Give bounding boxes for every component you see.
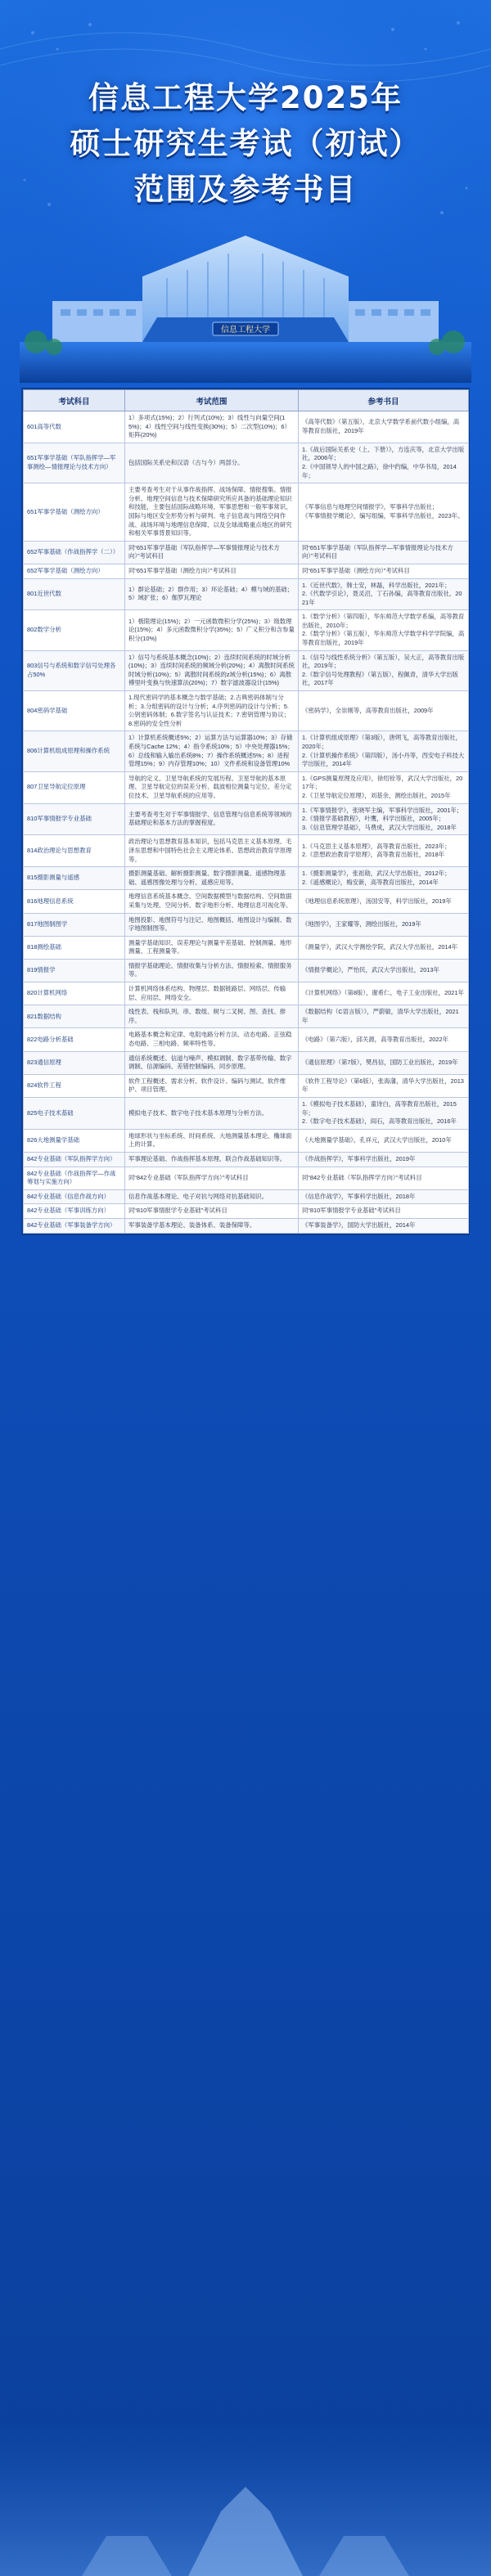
exam-scope-table [21,388,470,1235]
cell-scope: 1）多项式(15%)；2）行列式(10%)；3）线性与向量空间(15%)；4）线性空间与线性变换(30%)；5）二次型(10%)；6）矩阵(20%) [125,411,299,443]
cell-scope: 地理信息系统基本概念、空间数据模型与数据结构、空间数据采集与处理、空间分析、数字地形分析、地理信息可视化等。 [125,890,299,913]
footer-building-decoration [0,2421,491,2576]
title-line-1: 信息工程大学2025年 [88,80,403,115]
cell-subject: 652军事基础（作战指挥学（二）） [24,541,125,564]
cell-scope: 1）极限理论(15%)；2）一元函数微积分学(25%)；3）级数理论(15%)；4）多元函数微积分学(35%)；5）广义积分和含参量积分(10%) [125,610,299,650]
cell-subject: 842专业基础（信息作战方向） [24,1189,125,1204]
cell-subject: 803信号与系统和数字信号处理各占50% [24,650,125,690]
cell-subject: 842专业基础（军事训练方向） [24,1204,125,1219]
cell-books: 《作战指挥学》，军事科学出版社，2019年 [299,1152,469,1167]
cell-books: 1.《GPS测量原理及应用》，徐绍铨等，武汉大学出版社，2017年； 2.《卫星导航定位原理》，刘基余，测绘出版社，2015年 [299,771,469,803]
cell-books: 1.《军事情报学》，张晓军主编，军事科学出版社，2001年； 2.《情报学基础教程》，叶鹰，科学出版社，2005年； 3.《信息管理学基础》，马费成，武汉大学出版社，2018年 [299,803,469,835]
table-row [24,913,469,936]
cell-scope: 主要考查考生对于从事作战指挥、战场保障、情报搜集、情报分析、地理空间信息与技术保障研究所应具备的基础理论知识和技能，主要包括国际战略环境、军事思想和一般军事常识、国际与地区安全形势分析与研判、电子信息战与网络空间作战、战场环境与地理信息保障、以及全球战略重点地区的研究和相关军事背景知识等。 [125,483,299,542]
cell-books: 1.《计算机组成原理》（第3版），唐朔飞，高等教育出版社，2020年； 2.《计算机操作系统》（第四版），汤小丹等，西安电子科技大学出版社，2014年 [299,731,469,771]
column-header-books: 参考书目 [299,390,469,411]
table-header-row [24,390,469,411]
cell-books: 《军事信息与地理空间情报学》，军事科学出版社； 《军事情报学概论》，编写组编，军事科学出版社，2023年。 [299,483,469,542]
table-row [24,1098,469,1130]
cell-subject: 816地理信息系统 [24,890,125,913]
cell-scope: 政治理论与思想教育基本知识，包括马克思主义基本原理、毛泽东思想和中国特色社会主义理论体系、思想政治教育学原理等。 [125,835,299,867]
cell-subject: 818测绘基础 [24,936,125,959]
cell-books: 《密码学》，全崇刚等，高等教育出版社，2009年 [299,691,469,731]
table-row [24,803,469,835]
table-row [24,578,469,610]
table-row [24,731,469,771]
cell-scope: 军事理论基础、作战指挥基本原理、联合作战基础知识等。 [125,1152,299,1167]
cell-books: 同“842专业基础（军队指挥学方向）”考试科目 [299,1167,469,1189]
cell-scope: 1）计算机系统概述5%；2）运算方法与运算器10%；3）存储系统与Cache 12%；4）指令系统10%；5）中央处理器15%；6）总线和输入输出系统8%；7）操作系统概述5%；8）进程管理15%；9）内存管理10%；10）文件系统和设备管理10% [125,731,299,771]
table-row [24,1218,469,1233]
cell-scope: 软件工程概述、需求分析、软件设计、编码与测试、软件维护、项目管理。 [125,1074,299,1097]
cell-books: 《地图学》，王家耀等，测绘出版社，2019年 [299,913,469,936]
table-row [24,936,469,959]
cell-subject: 651军事学基础（军队指挥学—军事测绘—情报理论与技术方向） [24,443,125,483]
page-title [0,75,491,213]
table-row [24,1204,469,1219]
table-row [24,1167,469,1189]
cell-books: 1.《战后国际关系史（上、下册）》，方连庆等，北京大学出版社，2006年； 2.《中国领导人的中国之路》，徐中约编，中华书局，2014年； [299,443,469,483]
cell-subject: 826大地测量学基础 [24,1129,125,1152]
table-row [24,691,469,731]
cell-scope: 地图投影、地图符号与注记、地图概括、地图设计与编制、数字地图制图等。 [125,913,299,936]
cell-subject: 810军事情报学专业基础 [24,803,125,835]
cell-subject: 820计算机网络 [24,982,125,1005]
table-row [24,867,469,890]
table-row [24,411,469,443]
cell-scope: 军事装备学基本理论、装备体系、装备保障等。 [125,1218,299,1233]
cell-books: 1.《数学分析》（第四版），华东师范大学数学系编，高等教育出版社，2010年； 2.《数学分析》（第五版），华东师范大学数学科学学院编，高等教育出版社，2019年 [299,610,469,650]
table-row [24,541,469,564]
cell-scope: 包括国际关系史和汉语（古与今）两部分。 [125,443,299,483]
table-row [24,1129,469,1152]
cell-books: 《计算机网络》（第8版），谢希仁，电子工业出版社，2021年 [299,982,469,1005]
cell-scope: 1.现代密码学的基本概念与数学基础；2.古典密码体制与分析；3.分组密码的设计与分析；4.序列密码的设计与分析；5.公钥密码体制；6.数字签名与认证技术；7.密钥管理与协议；8.密码的安全性分析 [125,691,299,731]
cell-scope: 计算机网络体系结构、物理层、数据链路层、网络层、传输层、应用层、网络安全。 [125,982,299,1005]
cell-books: 《数据结构（C语言版）》，严蔚敏，清华大学出版社，2021年 [299,1005,469,1028]
title-line-2: 硕士研究生考试（初试） [70,126,421,161]
cell-subject: 651军事学基础（测绘方向） [24,483,125,542]
cell-scope: 1）信号与系统基本概念(10%)；2）连续时间系统的时域分析(10%)；3）连续时间系统的频域分析(20%)；4）离散时间系统时域分析(10%)；5）离散时间系统的z域分析(15%)；6）离散傅里叶变换与快速算法(20%)；7）数字滤波器设计(15%) [125,650,299,690]
cell-scope: 同“651军事学基础（军队指挥学—军事情报理论与技术方向）”考试科目 [125,541,299,564]
cell-scope: 同“651军事学基础（测绘方向）”考试科目 [125,564,299,578]
cell-subject: 842专业基础（作战指挥学—作战筹划与实施方向） [24,1167,125,1189]
cell-subject: 807卫星导航定位原理 [24,771,125,803]
cell-scope: 摄影测量基础、解析摄影测量、数字摄影测量、遥感物理基础、遥感图像处理与分析、遥感应用等。 [125,867,299,890]
cell-books: 1.《模拟电子技术基础》，童诗白，高等教育出版社，2015年； 2.《数字电子技术基础》，阎石，高等教育出版社，2016年 [299,1098,469,1130]
cell-subject: 842专业基础（军队指挥学方向） [24,1152,125,1167]
cell-scope: 电路基本概念和定律、电阻电路分析方法、动态电路、正弦稳态电路、三相电路、频率特性等。 [125,1028,299,1051]
cell-subject: 817地图制图学 [24,913,125,936]
cell-subject: 802数学分析 [24,610,125,650]
cell-subject: 601高等代数 [24,411,125,443]
cell-books: 《软件工程导论》（第6版），张海藩，清华大学出版社，2013年 [299,1074,469,1097]
table-row [24,1028,469,1051]
table-row [24,650,469,690]
cell-books: 《电路》（第六版），邱关源，高等教育出版社，2022年 [299,1028,469,1051]
cell-books: 《地理信息系统原理》，汤国安等，科学出版社，2019年 [299,890,469,913]
cell-scope: 情报学基础理论、情报收集与分析方法、情报检索、情报服务等。 [125,959,299,982]
table-row [24,483,469,542]
cell-scope: 模拟电子技术、数字电子技术基本原理与分析方法。 [125,1098,299,1130]
cell-scope: 测量学基础知识、误差理论与测量平差基础、控制测量、地形测量、工程测量等。 [125,936,299,959]
campus-gate-illustration [20,219,471,383]
table-row [24,771,469,803]
column-header-scope: 考试范围 [125,390,299,411]
table-row [24,1152,469,1167]
cell-books: 《通信原理》（第7版），樊昌信，国防工业出版社，2019年 [299,1051,469,1074]
cell-books: 《大地测量学基础》，孔祥元，武汉大学出版社，2010年 [299,1129,469,1152]
cell-books: 《军事装备学》，国防大学出版社，2014年 [299,1218,469,1233]
table-row [24,890,469,913]
table-row [24,564,469,578]
table-row [24,982,469,1005]
table-row [24,1189,469,1204]
cell-subject: 825电子技术基础 [24,1098,125,1130]
table-row [24,610,469,650]
cell-subject: 652军事学基础（测绘方向） [24,564,125,578]
gate-text: 信息工程大学 [221,326,270,335]
table-row [24,1074,469,1097]
table-row [24,443,469,483]
cell-scope: 信息作战基本理论、电子对抗与网络对抗基础知识。 [125,1189,299,1204]
title-line-3: 范围及参考书目 [133,172,358,207]
cell-scope: 同“810军事情报学专业基础”考试科目 [125,1204,299,1219]
cell-scope: 同“842专业基础（军队指挥学方向）”考试科目 [125,1167,299,1189]
cell-books: 同“651军事学基础（测绘方向）”考试科目 [299,564,469,578]
cell-subject: 804密码学基础 [24,691,125,731]
cell-subject: 823通信原理 [24,1051,125,1074]
header-banner [0,0,491,384]
cell-scope: 1）群论基础；2）群作用；3）环论基础；4）模与域的基础；5）域扩张；6）伽罗瓦理论 [125,578,299,610]
table-row [24,1005,469,1028]
cell-subject: 822电路分析基础 [24,1028,125,1051]
cell-books: 同“810军事情报学专业基础”考试科目 [299,1204,469,1219]
cell-subject: 815摄影测量与遥感 [24,867,125,890]
cell-scope: 地球形状与坐标系统、时间系统、大地测量基本理论、椭球面上的计算。 [125,1129,299,1152]
cell-subject: 819情报学 [24,959,125,982]
table-row [24,835,469,867]
cell-books: 1.《马克思主义基本原理》，高等教育出版社，2023年； 2.《思想政治教育学原理》，高等教育出版社，2018年 [299,835,469,867]
cell-books: 1.《摄影测量学》，张祖勋，武汉大学出版社，2012年； 2.《遥感概论》，梅安新，高等教育出版社，2014年 [299,867,469,890]
cell-subject: 821数据结构 [24,1005,125,1028]
table-row [24,959,469,982]
cell-scope: 主要考查考生对于军事情报学、信息管理与信息系统等领域的基础理论和基本方法的掌握程度。 [125,803,299,835]
cell-books: 1.《近世代数》，韩士安，林磊，科学出版社，2021年； 2.《代数学引论》，聂灵沼，丁石孙编，高等教育出版社，2021年 [299,578,469,610]
cell-books: 《测量学》，武汉大学测绘学院，武汉大学出版社，2014年 [299,936,469,959]
cell-books: 《高等代数》（第五版），北京大学数学系前代数小组编，高等教育出版社，2019年 [299,411,469,443]
cell-books: 1.《信号与线性系统分析》（第五版），吴大正，高等教育出版社，2019年； 2.《数字信号处理教程》（第五版），程佩青，清华大学出版社，2017年 [299,650,469,690]
table-row [24,1051,469,1074]
cell-books: 《情报学概论》，严怡民，武汉大学出版社，2013年 [299,959,469,982]
cell-books: 同“651军事学基础（军队指挥学—军事情报理论与技术方向）”考试科目 [299,541,469,564]
cell-subject: 806计算机组成原理和操作系统 [24,731,125,771]
column-header-subject: 考试科目 [24,390,125,411]
cell-books: 《信息作战学》，军事科学出版社，2018年 [299,1189,469,1204]
cell-scope: 线性表、栈和队列、串、数组、树与二叉树、图、查找、排序。 [125,1005,299,1028]
cell-subject: 842专业基础（军事装备学方向） [24,1218,125,1233]
cell-subject: 814政治理论与思想教育 [24,835,125,867]
cell-subject: 801近世代数 [24,578,125,610]
cell-scope: 通信系统概述、信道与噪声、模拟调制、数字基带传输、数字调制、信源编码、差错控制编码、同步原理。 [125,1051,299,1074]
cell-scope: 导航的定义、卫星导航系统的发展历程、卫星导航的基本原理、卫星导航定位的误差分析、载波相位测量与定位、差分定位技术、卫星导航系统的应用等。 [125,771,299,803]
cell-subject: 824软件工程 [24,1074,125,1097]
